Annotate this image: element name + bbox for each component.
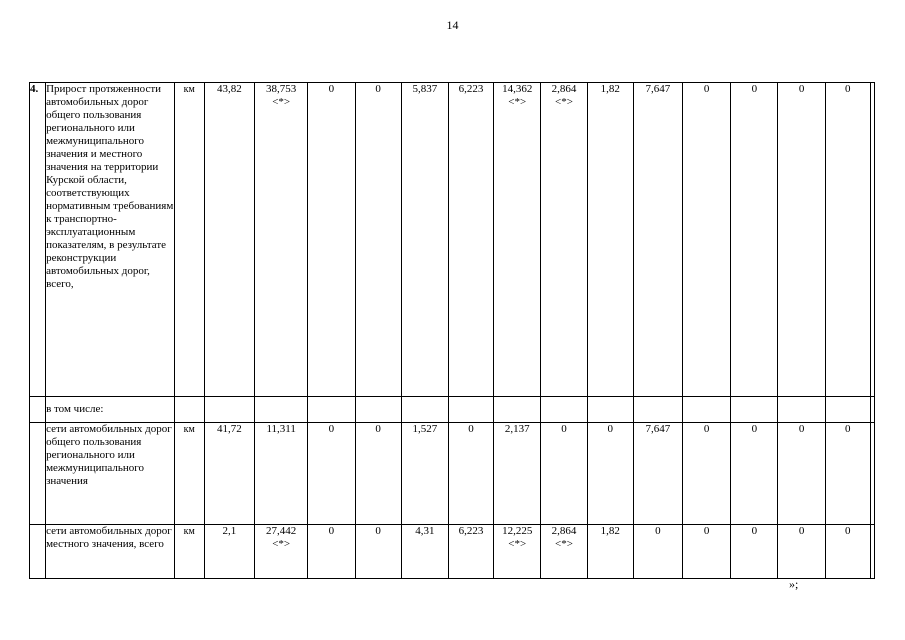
value-text: 1,527 (412, 423, 438, 435)
row-label-cell: Прирост протяженности автомобильных дорог общего пользования регионального или межмуниципального значения и местного значения на территории Курской области, соответствующих нормативным требованиям к транспортно-эксплуатационным показателям, в результате реконструкции автомобильных дорог, всего, (46, 83, 175, 397)
value-cell (494, 423, 541, 525)
value-cell (778, 525, 825, 579)
value-text: 43,82 (217, 83, 242, 95)
value-cell (401, 423, 448, 525)
value-text: 0 (328, 525, 335, 537)
footnote-mark: <*> (508, 538, 527, 550)
value-cell (255, 423, 308, 525)
footnote-mark: <*> (272, 538, 291, 550)
value-text: 0 (845, 423, 851, 435)
value-cell (587, 525, 633, 579)
value-text: 0 (751, 525, 758, 537)
value-cell (731, 525, 778, 579)
value-cell (683, 525, 731, 579)
value-text: 0 (607, 423, 613, 435)
value-cell (204, 423, 254, 525)
value-text: 0 (375, 423, 381, 435)
footnote-mark: <*> (272, 96, 291, 108)
value-cell (587, 83, 633, 397)
value-cell (825, 397, 870, 423)
row-label-cell: в том числе: (46, 397, 175, 423)
row-label-cell: сети автомобильных дорог местного значения, всего (46, 525, 175, 579)
value-text: 5,837 (412, 83, 438, 95)
indicator-table (29, 82, 875, 579)
value-cell (355, 423, 401, 525)
closing-quote: »; (789, 577, 799, 591)
value-cell (731, 83, 778, 397)
value-text: 6,223 (458, 525, 484, 537)
row-index-cell (30, 397, 46, 423)
value-text: 2,137 (504, 423, 530, 435)
value-cell (541, 397, 587, 423)
value-cell (255, 397, 308, 423)
value-text: 0 (561, 423, 567, 435)
value-cell (541, 423, 587, 525)
value-cell (255, 525, 308, 579)
value-cell (255, 83, 308, 397)
footnote-mark: <*> (555, 96, 573, 108)
value-text: 1,82 (600, 525, 620, 537)
value-text: 0 (798, 83, 805, 95)
value-cell (355, 397, 401, 423)
value-cell (308, 83, 355, 397)
value-cell (825, 525, 870, 579)
value-cell (494, 397, 541, 423)
value-text: 1,82 (600, 83, 620, 95)
value-text: 0 (328, 83, 335, 95)
row-label-cell: сети автомобильных дорог общего пользования регионального или межмуниципального значения (46, 423, 175, 525)
value-text: 0 (328, 423, 335, 435)
unit-cell: км (174, 83, 204, 397)
value-cell (448, 423, 493, 525)
table-row (30, 423, 875, 525)
table-row (30, 525, 875, 579)
value-cell (541, 525, 587, 579)
value-cell (204, 397, 254, 423)
value-text: 38,753 (266, 83, 297, 95)
footnote-mark: <*> (508, 96, 527, 108)
value-text: 0 (751, 83, 758, 95)
value-text: 0 (703, 83, 710, 95)
value-text: 2,864 (551, 525, 577, 537)
value-cell (633, 525, 682, 579)
row-index-cell: 4. (30, 83, 46, 397)
unit-cell: км (174, 423, 204, 525)
value-text: 0 (468, 423, 474, 435)
value-cell (448, 83, 493, 397)
value-cell (633, 397, 682, 423)
value-text: 0 (375, 525, 381, 537)
value-text: 0 (751, 423, 758, 435)
row-index-cell (30, 423, 46, 525)
value-text: 27,442 (266, 525, 297, 537)
edge-cell (870, 423, 874, 525)
value-cell (778, 423, 825, 525)
value-cell (308, 397, 355, 423)
value-cell (494, 525, 541, 579)
value-text: 0 (703, 423, 710, 435)
value-text: 7,647 (645, 423, 671, 435)
row-index-cell (30, 525, 46, 579)
unit-cell: км (174, 525, 204, 579)
value-cell (204, 525, 254, 579)
value-text: 12,225 (502, 525, 533, 537)
value-cell (541, 83, 587, 397)
value-text: 4,31 (415, 525, 435, 537)
value-text: 0 (703, 525, 710, 537)
value-text: 11,311 (266, 423, 296, 435)
value-cell (825, 423, 870, 525)
value-cell (355, 83, 401, 397)
value-cell (633, 423, 682, 525)
value-cell (448, 525, 493, 579)
value-cell (401, 83, 448, 397)
value-cell (731, 397, 778, 423)
table-row (30, 397, 875, 423)
value-cell (587, 397, 633, 423)
value-cell (204, 83, 254, 397)
value-cell (308, 423, 355, 525)
value-cell (731, 423, 778, 525)
value-text: 0 (798, 525, 805, 537)
value-cell (778, 83, 825, 397)
value-text: 7,647 (645, 83, 671, 95)
value-text: 2,864 (551, 83, 577, 95)
value-text: 6,223 (458, 83, 484, 95)
value-cell (683, 83, 731, 397)
value-cell (778, 397, 825, 423)
value-cell (825, 83, 870, 397)
value-cell (683, 397, 731, 423)
footnote-mark: <*> (555, 538, 573, 550)
value-cell (494, 83, 541, 397)
value-cell (401, 397, 448, 423)
value-cell (683, 423, 731, 525)
unit-cell (174, 397, 204, 423)
value-text: 41,72 (217, 423, 242, 435)
value-cell (308, 525, 355, 579)
edge-cell (870, 397, 874, 423)
table-row (30, 83, 875, 397)
value-text: 0 (845, 83, 851, 95)
value-cell (355, 525, 401, 579)
value-text: 2,1 (222, 525, 237, 537)
value-text: 0 (375, 83, 381, 95)
value-cell (448, 397, 493, 423)
edge-cell (870, 525, 874, 579)
value-text: 14,362 (502, 83, 533, 95)
value-text: 0 (798, 423, 805, 435)
value-text: 0 (845, 525, 851, 537)
edge-cell (870, 83, 874, 397)
value-cell (633, 83, 682, 397)
value-text: 0 (655, 525, 661, 537)
page-number: 14 (446, 18, 459, 32)
value-cell (401, 525, 448, 579)
value-cell (587, 423, 633, 525)
